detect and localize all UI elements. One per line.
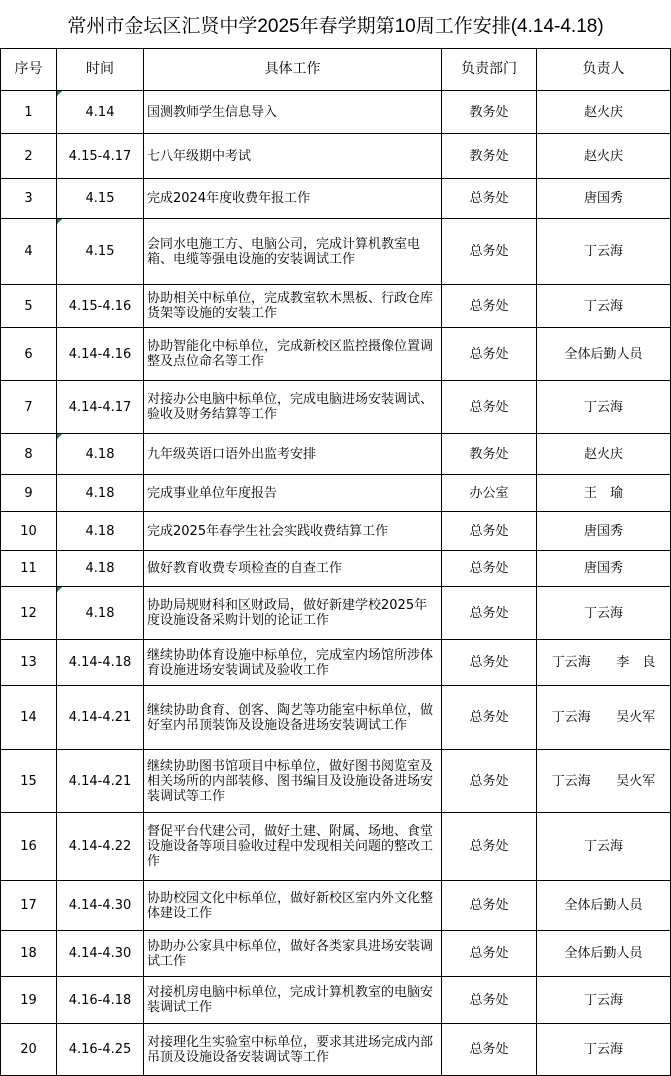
row-dept: 总务处 (442, 285, 537, 328)
row-owner (537, 640, 671, 686)
table-row (1, 881, 671, 931)
row-owner: 全体后勤人员 (537, 881, 671, 931)
table-row (1, 813, 671, 881)
row-owner: 唐国秀 (537, 179, 671, 219)
row-date: 4.14-4.16 (57, 328, 144, 381)
row-date: 4.14-4.17 (57, 381, 144, 434)
row-dept: 教务处 (442, 434, 537, 475)
row-owner: 全体后勤人员 (537, 328, 671, 381)
cell-comment-marker (57, 219, 62, 224)
row-owner (537, 686, 671, 750)
row-dept: 总务处 (442, 587, 537, 640)
row-dept: 总务处 (442, 512, 537, 551)
row-task: 继续协助体育设施中标单位，完成室内场馆所涉体育设施进场安装调试及验收工作 (144, 640, 442, 686)
row-task: 对接办公电脑中标单位，完成电脑进场安装调试、验收及财务结算等工作 (144, 381, 442, 434)
page-title: 常州市金坛区汇贤中学2025年春学期第10周工作安排(4.14-4.18) (67, 15, 604, 37)
row-owner: 丁云海 (537, 285, 671, 328)
row-no: 5 (1, 285, 57, 328)
table-row (1, 750, 671, 813)
row-task: 国测教师学生信息导入 (144, 91, 442, 134)
row-dept: 总务处 (442, 977, 537, 1024)
row-date: 4.16-4.18 (57, 977, 144, 1024)
table-row (1, 640, 671, 686)
row-task: 做好教育收费专项检查的自查工作 (144, 551, 442, 587)
row-dept: 教务处 (442, 91, 537, 134)
header-row (1, 49, 671, 91)
col-header-owner: 负责人 (537, 49, 671, 91)
row-dept: 总务处 (442, 881, 537, 931)
row-date: 4.14-4.18 (57, 640, 144, 686)
row-date: 4.14-4.30 (57, 931, 144, 977)
table-row (1, 475, 671, 512)
table-row (1, 179, 671, 219)
table-row (1, 512, 671, 551)
row-task: 协助校园文化中标单位，做好新校区室内外文化整体建设工作 (144, 881, 442, 931)
row-owner (537, 750, 671, 813)
row-dept: 总务处 (442, 328, 537, 381)
row-task: 协助办公家具中标单位，做好各类家具进场安装调试工作 (144, 931, 442, 977)
row-no: 15 (1, 750, 57, 813)
row-no: 16 (1, 813, 57, 881)
row-dept: 总务处 (442, 686, 537, 750)
row-no: 9 (1, 475, 57, 512)
row-task: 协助相关中标单位，完成教室软木黑板、行政仓库货架等设施的安装工作 (144, 285, 442, 328)
row-task: 会同水电施工方、电脑公司，完成计算机教室电箱、电缆等强电设施的安装调试工作 (144, 219, 442, 285)
row-date: 4.14 (57, 91, 144, 134)
row-owner: 全体后勤人员 (537, 931, 671, 977)
row-owner: 丁云海 (537, 587, 671, 640)
row-task: 继续协助图书馆项目中标单位，做好图书阅览室及相关场所的内部装修、图书编目及设施设备进场安装调试等工作 (144, 750, 442, 813)
owner-secondary: 吴火军 (616, 773, 656, 789)
row-task: 协助局规财科和区财政局，做好新建学校2025年度设施设备采购计划的论证工作 (144, 587, 442, 640)
row-date: 4.16-4.25 (57, 1024, 144, 1076)
row-date: 4.18 (57, 587, 144, 640)
row-task: 完成事业单位年度报告 (144, 475, 442, 512)
row-date: 4.18 (57, 551, 144, 587)
row-owner: 丁云海 (537, 219, 671, 285)
owner-primary: 丁云海 (551, 773, 591, 789)
row-task: 完成2024年度收费年报工作 (144, 179, 442, 219)
row-no: 3 (1, 179, 57, 219)
table-row (1, 1024, 671, 1076)
row-date: 4.15 (57, 179, 144, 219)
row-owner: 赵火庆 (537, 434, 671, 475)
table-row (1, 434, 671, 475)
table-row (1, 551, 671, 587)
row-task: 完成2025年春学生社会实践收费结算工作 (144, 512, 442, 551)
cell-comment-marker (57, 434, 62, 439)
row-owner: 唐国秀 (537, 551, 671, 587)
row-date: 4.14-4.22 (57, 813, 144, 881)
row-owner: 丁云海 (537, 813, 671, 881)
row-no: 10 (1, 512, 57, 551)
row-dept: 总务处 (442, 1024, 537, 1076)
row-date: 4.15-4.16 (57, 285, 144, 328)
row-dept: 总务处 (442, 179, 537, 219)
row-no: 17 (1, 881, 57, 931)
row-task: 督促平台代建公司，做好土建、附属、场地、食堂设施设备等项目验收过程中发现相关问题的整改工作 (144, 813, 442, 881)
table-row (1, 931, 671, 977)
col-header-task: 具体工作 (144, 49, 442, 91)
row-owner: 唐国秀 (537, 512, 671, 551)
row-task: 对接理化生实验室中标单位，要求其进场完成内部吊顶及设施设备安装调试等工作 (144, 1024, 442, 1076)
col-header-no: 序号 (1, 49, 57, 91)
row-no: 1 (1, 91, 57, 134)
row-dept: 总务处 (442, 813, 537, 881)
row-no: 8 (1, 434, 57, 475)
schedule-table (0, 48, 671, 1076)
row-dept: 总务处 (442, 381, 537, 434)
row-dept: 教务处 (442, 134, 537, 179)
row-dept: 总务处 (442, 931, 537, 977)
row-owner: 赵火庆 (537, 134, 671, 179)
row-date: 4.14-4.21 (57, 686, 144, 750)
row-task: 九年级英语口语外出监考安排 (144, 434, 442, 475)
owner-secondary: 吴火军 (616, 710, 656, 725)
table-row (1, 219, 671, 285)
row-no: 14 (1, 686, 57, 750)
owner-primary: 丁云海 (551, 655, 591, 670)
row-owner: 丁云海 (537, 1024, 671, 1076)
row-no: 13 (1, 640, 57, 686)
owner-primary: 丁云海 (551, 710, 591, 725)
table-row (1, 977, 671, 1024)
table-row (1, 587, 671, 640)
row-dept: 总务处 (442, 219, 537, 285)
cell-comment-marker (57, 587, 62, 592)
row-no: 11 (1, 551, 57, 587)
table-row (1, 381, 671, 434)
table-row (1, 285, 671, 328)
row-date: 4.14-4.30 (57, 881, 144, 931)
table-row (1, 686, 671, 750)
row-no: 20 (1, 1024, 57, 1076)
row-dept: 办公室 (442, 475, 537, 512)
row-no: 6 (1, 328, 57, 381)
row-no: 19 (1, 977, 57, 1024)
row-no: 12 (1, 587, 57, 640)
table-row (1, 328, 671, 381)
row-no: 4 (1, 219, 57, 285)
row-date: 4.18 (57, 512, 144, 551)
row-owner: 丁云海 (537, 381, 671, 434)
row-date: 4.18 (57, 475, 144, 512)
row-dept: 总务处 (442, 750, 537, 813)
table-row (1, 91, 671, 134)
row-task: 协助智能化中标单位，完成新校区监控摄像位置调整及点位命名等工作 (144, 328, 442, 381)
row-no: 7 (1, 381, 57, 434)
col-header-date: 时间 (57, 49, 144, 91)
row-owner: 王 瑜 (537, 475, 671, 512)
row-dept: 总务处 (442, 551, 537, 587)
cell-comment-marker (57, 91, 62, 96)
row-task: 对接机房电脑中标单位，完成计算机教室的电脑安装调试工作 (144, 977, 442, 1024)
row-no: 2 (1, 134, 57, 179)
row-dept: 总务处 (442, 640, 537, 686)
row-date: 4.18 (57, 434, 144, 475)
row-date: 4.15-4.17 (57, 134, 144, 179)
row-owner: 丁云海 (537, 977, 671, 1024)
row-task: 七八年级期中考试 (144, 134, 442, 179)
row-date: 4.14-4.21 (57, 750, 144, 813)
owner-secondary: 李 良 (616, 655, 656, 670)
row-owner: 赵火庆 (537, 91, 671, 134)
row-task: 继续协助食育、创客、陶艺等功能室中标单位，做好室内吊顶装饰及设施设备进场安装调试工作 (144, 686, 442, 750)
table-row (1, 134, 671, 179)
col-header-dept: 负责部门 (442, 49, 537, 91)
row-no: 18 (1, 931, 57, 977)
row-date: 4.15 (57, 219, 144, 285)
